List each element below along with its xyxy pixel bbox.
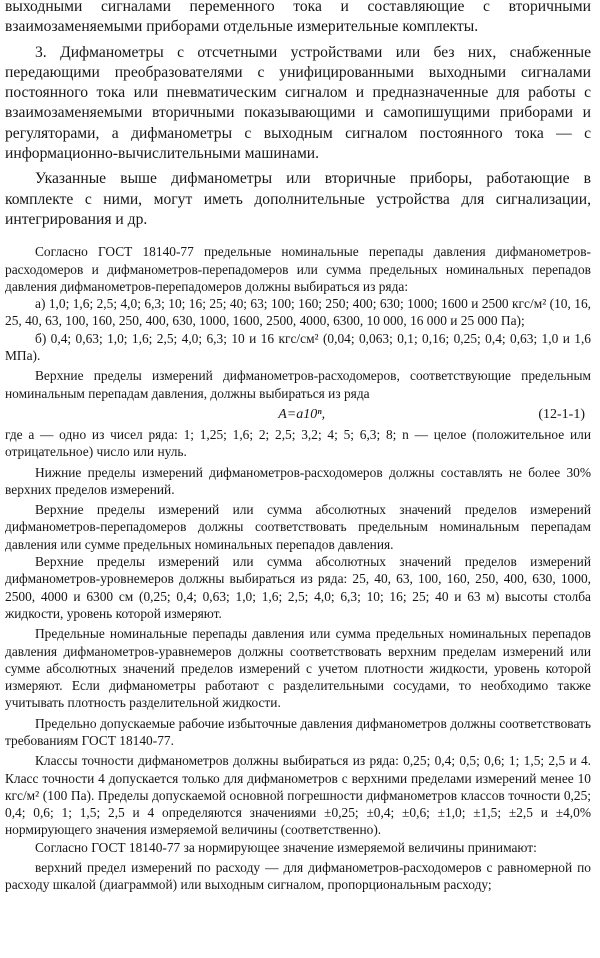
level-meters-pressure-drop-paragraph: Предельные номинальные перепады давления или сумма предельных номинальных перепадов давления дифманометров-уравнемеров должны соответствовать верхним пределам измерений или сумме абсолютных значений пределов измерений с учетом плотности жидкости, уровень которой измеряют. Если дифманометры работают с разделительными сосудами, то необходимо также учитывать плотность разделительной жидкости. [5,626,591,711]
level-meters-limits-paragraph: Верхние пределы измерений или сумма абсолютных значений пределов измерений дифманометров-уровнемеров должны выбираться из ряда: 25, 40, 63, 100, 160, 250, 400, 630, 1000, 2500, 4000 и 6300 см (0,25; 0,4; 0,63; 1,0; 1,6; 2,5; 4,0; 6,3; 10; 16; 25; 40 и 63 м) высоты столба жидкости, уровень которой измеряют. [5,554,591,621]
formula: A=a10ⁿ, [278,406,326,422]
intro-paragraph-continuation: выходными сигналами переменного тока и составляющие с вторичными взаимозаменяемыми приборами отдельные измерительные комплекты. [5,0,591,36]
upper-limits-flowmeters-paragraph: Верхние пределы измерений дифманометров-расходомеров, соответствующие предельным номинальным перепадам давления, должны выбираться из ряда [5,368,591,401]
upper-limit-flow-paragraph: верхний предел измерений по расходу — для дифманометров-расходомеров с равномерной по расходу шкалой (диаграммой) или выходным сигналом, пропорциональным расходу; [5,860,591,893]
gost-pressure-drop-paragraph: Согласно ГОСТ 18140-77 предельные номинальные перепады давления дифманометров-расходомеров и дифманометров-перепадомеров или сумма предельных номинальных перепадов давления дифманометров-перепадомеров должны выбираться из ряда: [5,244,591,294]
intro-paragraph-item-3: 3. Дифманометры с отсчетными устройствами или без них, снабженные передающими преобразователями с унифицированными выходными сигналами постоянного тока или пневматическим сигналом и предназначенные для работы с взаимозаменяемыми вторичными показывающими и самопишущими приборами и регуляторами, а дифманометры с выходным сигналом постоянного тока — с информационно-вычислительными машинами. [5,43,591,163]
lower-limits-paragraph: Нижние пределы измерений дифманометров-расходомеров должны составлять не более 30% верхних пределов измерений. [5,464,591,497]
accuracy-classes-paragraph: Классы точности дифманометров должны выбираться из ряда: 0,25; 0,4; 0,5; 0,6; 1; 1,5; 2,5 и 4. Класс точности 4 допускается только для дифманометров с верхними пределами измерений менее 10 кгс/м² (100 Па). Пределы допускаемой основной погрешности дифманометров классов точности 0,25; 0,4; 0,6; 1; 1,5; 2,5 и 4 определяются значениями ±0,25; ±0,4; ±0,6; ±1,0; ±1,5; ±2,5 и ±4,0% нормирующего значения измеряемой величины (соответственно). [5,753,591,838]
series-b-list-item: б) 0,4; 0,63; 1,0; 1,6; 2,5; 4,0; 6,3; 10 и 16 кгс/см² (0,04; 0,063; 0,1; 0,16; 0,25; 0,4; 0,63; 1,0 и 1,6 МПа). [5,330,591,364]
intro-paragraph-additional-devices: Указанные выше дифманометры или вторичные приборы, работающие в комплекте с ними, могут иметь дополнительные устройства для сигнализации, интегрирования и др. [5,170,591,228]
differential-meters-limits-paragraph: Верхние пределы измерений или сумма абсолютных значений пределов измерений дифманометров-перепадомеров должны соответствовать предельным номинальным перепадам давления или сумме предельных номинальных перепадов давления. [5,502,591,552]
normalizing-value-paragraph: Согласно ГОСТ 18140-77 за нормирующее значение измеряемой величины принимают: [35,839,537,855]
formula-row [5,404,591,426]
series-a-list-item: а) 1,0; 1,6; 2,5; 4,0; 6,3; 10; 16; 25; 40; 63; 100; 160; 250; 400; 630; 1000; 1600 и 2500 кгс/м² (10, 16, 25, 40, 63, 100, 160, 250, 400, 630, 1000, 1600, 2500, 4000, 6300, 10 000, 16 000 и 25 000 Па); [5,296,591,329]
formula-explanation: где a — одно из чисел ряда: 1; 1,25; 1,6; 2; 2,5; 3,2; 4; 5; 6,3; 8; n — целое (положительное или отрицательное) число или нуль. [5,426,591,460]
formula-number: (12-1-1) [538,406,585,422]
working-pressure-paragraph: Предельно допускаемые рабочие избыточные давления дифманометров должны соответствовать требованиям ГОСТ 18140-77. [5,715,591,748]
